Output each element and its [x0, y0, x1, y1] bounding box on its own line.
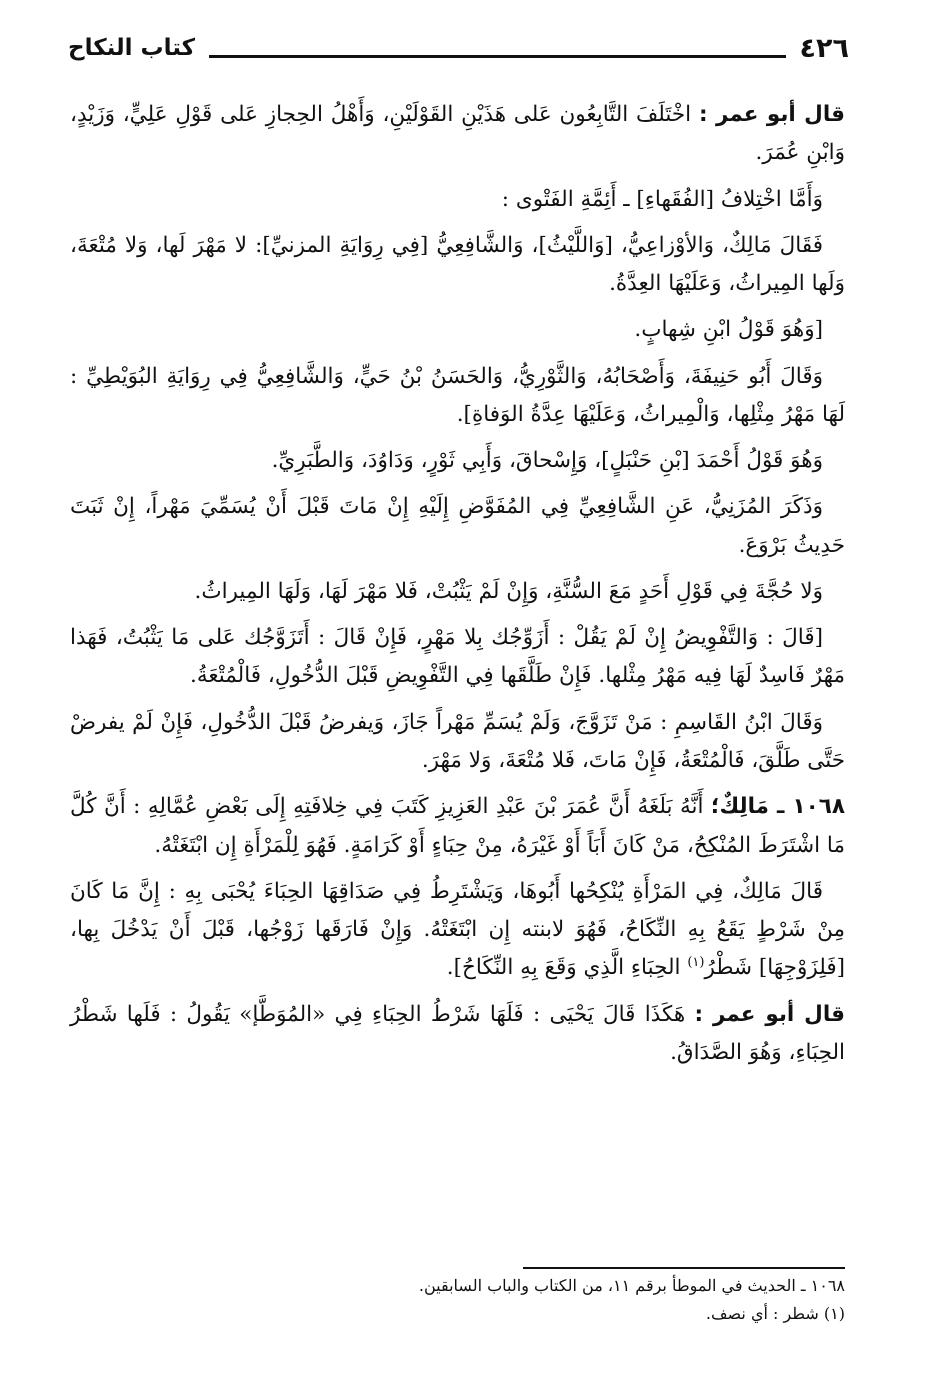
- paragraph-text: وَقَالَ أَبُو حَنِيفَةَ، وَأَصْحَابُهُ، وَالثَّوْرِيُّ، وَالحَسَنُ بْنُ حَيٍّ، وَالشَّافِعِيُّ فِي رِوَايَةِ البُوَيْطِيِّ : لَهَا مَهْرُ مِثْلِها، وَالْمِيراثُ، وَعَلَيْهَا عِدَّةُ الوَفاةِ].: [70, 363, 845, 427]
- paragraph-text: وَهُوَ قَوْلُ أَحْمَدَ [بْنِ حَنْبَلٍ]، وَإِسْحاقَ، وَأَبِي ثَوْرٍ، وَدَاوُدَ، وَالطَّبَرِيِّ.: [271, 448, 823, 474]
- paragraph-text: قَالَ مَالِكٌ، فِي المَرْأَةِ يُنْكِحُها أَبُوهَا، وَيَشْتَرِطُ فِي صَدَاقِهَا الحِبَاءَ يُحْبَى بِهِ : إِنَّ مَا كَانَ مِنْ شَرْطٍ يَقَعُ بِهِ النِّكَاحُ، فَهُوَ لابنته إِن ابْتَغَتْهُ. وَإِنْ فَارَقَها زَوْجُها، قَبْلَ أَنْ يَدْخُلَ بِها، [فَلِزَوْجِهَا] شَطْرُ: [70, 878, 845, 981]
- paragraph-2: [70, 181, 845, 219]
- paragraph-text: وَلا حُجَّةَ فِي قَوْلِ أَحَدٍ مَعَ السُّنَّةِ، وَإِنْ لَمْ يَثْبُتْ، فَلا مَهْرَ لَهَا، وَلَهَا المِيراثُ.: [194, 578, 823, 604]
- book-title: كتاب النكاح: [68, 35, 196, 61]
- paragraph-text: وَأَمَّا اخْتِلافُ [الفُقَهاءِ] ـ أَئِمَّةِ الفَتْوى :: [501, 186, 823, 212]
- paragraph-text: [وَهُوَ قَوْلُ ابْنِ شِهابٍ.: [634, 317, 823, 343]
- paragraph-text: وَذَكَرَ المُزَنِيُّ، عَنِ الشَّافِعِيِّ فِي المُفَوَّضِ إِلَيْهِ إِنْ مَاتَ قَبْلَ أَنْ يُسَمِّيَ مَهْراً، إِنْ ثَبَتَ حَدِيثُ بَرْوَعَ.: [70, 494, 845, 558]
- footnote-1068: ١٠٦٨ ـ الحديث في الموطأ برقم ١١، من الكتاب والباب السابقين.: [418, 1276, 845, 1295]
- paragraph-text: وَقَالَ ابْنُ القَاسِمِ : مَنْ تَزَوَّجَ، وَلَمْ يُسَمِّ مَهْراً جَازَ، وَيفرضُ قَبْلَ الدُّخُولِ، فَإِنْ لَمْ يفرضْ حَتَّى طَلَّقَ، فَالْمُتْعَةُ، فَإِنْ مَاتَ، فَلا مُتْعَةَ، وَلا مَهْرَ.: [70, 709, 845, 773]
- paragraph-7: [70, 488, 845, 565]
- paragraph-3: [70, 227, 845, 304]
- header-rule: [209, 55, 786, 58]
- speaker-label: قال أبو عمر :: [698, 102, 845, 127]
- paragraph-text: [قَالَ : وَالتَّفْوِيضُ إِنْ لَمْ يَقُلْ : أَزَوِّجُك بِلا مَهْرٍ، فَإِنْ قَالَ : أَتَزَوَّجُك عَلى مَا يَثْبُتُ، فَهَذا مَهْرٌ فَاسِدٌ لَهَا فِيه مَهْرُ مِثْلها. فَإِنْ طَلَّقَها فِي التَّفْوِيضِ قَبْلَ الدُّخُولِ، فَالْمُتْعَةُ.: [70, 625, 845, 689]
- paragraph-text: فَقَالَ مَالِكٌ، وَالأوْزاعِيُّ، [وَاللَّيْثُ]، وَالشَّافِعِيُّ [فِي رِوَايَةِ المزنيِّ]: لا مَهْرَ لَها، وَلا مُتْعَةَ، وَلَها المِيراثُ، وَعَلَيْهَا العِدَّةُ.: [70, 232, 845, 297]
- paragraph-text-tail: الحِبَاءِ الَّذِي وَقَعَ بِهِ النِّكَاحُ].: [446, 955, 681, 981]
- hadith-1068: [70, 788, 845, 865]
- hadith-number-label: ١٠٦٨ ـ مَالِكٌ؛: [710, 794, 845, 820]
- paragraph-text: أَنَّهُ بَلَغَهُ أَنَّ عُمَرَ بْنَ عَبْدِ العَزِيزِ كَتَبَ فِي خِلافَتِهِ إِلَى بَعْضِ عُمَّالِهِ : أَنَّ كُلَّ مَا اشْتَرَطَ المُنْكِحُ، مَنْ كَانَ أَبَاً أَوْ غَيْرَهُ، مِنْ حِبَاءٍ أَوْ كَرَامَةٍ. فَهُوَ لِلْمَرْأَةِ إِن ابْتَغَتْهُ.: [70, 794, 845, 858]
- paragraph-8: [70, 573, 845, 611]
- page-number: ٤٢٦: [799, 32, 849, 64]
- footnote-marker: (١): [687, 955, 705, 971]
- paragraph-12: [70, 873, 845, 988]
- paragraph-5: [70, 358, 845, 435]
- speaker-label: قال أبو عمر :: [694, 1001, 845, 1027]
- paragraph-text: هَكَذَا قَالَ يَحْيَى : فَلَهَا شَرْطُ الحِبَاءِ فِي «المُوَطَّإ» يَقُولُ : فَلَها شَطْرُ الحِبَاءِ، وَهُوَ الصَّدَاقُ.: [70, 1001, 845, 1065]
- footnotes: [70, 1272, 845, 1329]
- paragraph-10: [70, 704, 845, 781]
- page-header: [68, 28, 849, 68]
- paragraph-4: [70, 311, 845, 349]
- paragraph-13: [70, 996, 845, 1073]
- page-body: [70, 96, 845, 1080]
- paragraph-6: [70, 442, 845, 480]
- paragraph-1: [70, 96, 845, 173]
- footnote-rule: [523, 1267, 845, 1269]
- paragraph-text: اخْتَلَفَ التَّابِعُون عَلى هَذَيْنِ القَوْلَيْنِ، وَأَهْلُ الحِجازِ عَلى قَوْلِ عَلِيٍّ، وَزَيْدٍ، وَابْنِ عُمَرَ.: [70, 102, 845, 166]
- footnote-1: (١) شطر : أي نصف.: [705, 1304, 845, 1324]
- paragraph-9: [70, 619, 845, 696]
